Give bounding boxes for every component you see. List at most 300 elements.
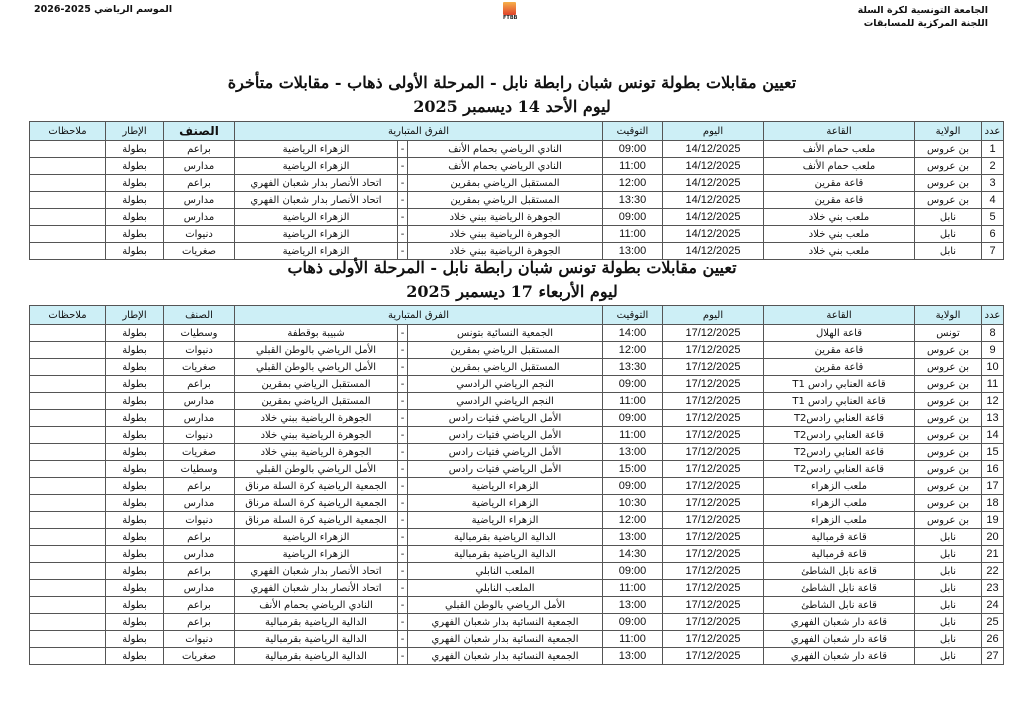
time-cell: 12:00 — [603, 512, 663, 529]
match-number: 20 — [982, 529, 1004, 546]
time-cell: 13:00 — [603, 648, 663, 665]
state-cell: بن عروس — [915, 427, 982, 444]
frame-cell: بطولة — [106, 580, 164, 597]
date-cell: 17/12/2025 — [663, 546, 764, 563]
date-cell: 14/12/2025 — [663, 192, 764, 209]
separator-cell: - — [398, 359, 408, 376]
home-team-cell: الجمعية النسائية بتونس — [408, 325, 603, 342]
col-hall: القاعة — [764, 306, 915, 325]
category-cell: مدارس — [164, 546, 235, 563]
away-team-cell: الجوهرة الرياضية ببني خلاد — [235, 410, 398, 427]
table-row — [30, 648, 1004, 665]
category-cell: براعم — [164, 563, 235, 580]
frame-cell: بطولة — [106, 243, 164, 260]
notes-cell — [30, 597, 106, 614]
table-row — [30, 444, 1004, 461]
home-team-cell: الدالية الرياضية بقرمبالية — [408, 529, 603, 546]
notes-cell — [30, 648, 106, 665]
category-cell: مدارس — [164, 393, 235, 410]
state-cell: بن عروس — [915, 192, 982, 209]
date-cell: 14/12/2025 — [663, 175, 764, 192]
match-number: 8 — [982, 325, 1004, 342]
notes-cell — [30, 141, 106, 158]
frame-cell: بطولة — [106, 158, 164, 175]
home-team-cell: الجمعية النسائية بدار شعبان الفهري — [408, 648, 603, 665]
separator-cell: - — [398, 192, 408, 209]
away-team-cell: النادي الرياضي بحمام الأنف — [235, 597, 398, 614]
match-number: 9 — [982, 342, 1004, 359]
separator-cell: - — [398, 461, 408, 478]
away-team-cell: الجوهرة الرياضية ببني خلاد — [235, 444, 398, 461]
time-cell: 11:00 — [603, 580, 663, 597]
time-cell: 14:00 — [603, 325, 663, 342]
separator-cell: - — [398, 243, 408, 260]
hall-cell: قاعة نابل الشاطئ — [764, 580, 915, 597]
time-cell: 12:00 — [603, 175, 663, 192]
hall-cell: قاعة مقرين — [764, 359, 915, 376]
match-number: 17 — [982, 478, 1004, 495]
section2-title: تعيين مقابلات بطولة تونس شبان رابطة نابل - المرحلة الأولى ذهاب — [287, 258, 737, 277]
committee-name: اللجنة المركزية للمسابقات — [863, 18, 988, 29]
col-notes: ملاحظات — [30, 306, 106, 325]
state-cell: بن عروس — [915, 444, 982, 461]
col-notes: ملاحظات — [30, 122, 106, 141]
date-cell: 17/12/2025 — [663, 631, 764, 648]
category-cell: وسطيات — [164, 461, 235, 478]
table-row — [30, 461, 1004, 478]
frame-cell: بطولة — [106, 444, 164, 461]
hall-cell: ملعب الزهراء — [764, 512, 915, 529]
table-row — [30, 342, 1004, 359]
category-cell: مدارس — [164, 158, 235, 175]
state-cell: بن عروس — [915, 376, 982, 393]
home-team-cell: المستقبل الرياضي بمقرين — [408, 359, 603, 376]
match-number: 26 — [982, 631, 1004, 648]
state-cell: نابل — [915, 614, 982, 631]
col-frame: الإطار — [106, 306, 164, 325]
away-team-cell: الأمل الرياضي بالوطن القبلي — [235, 461, 398, 478]
hall-cell: قاعة قرمبالية — [764, 529, 915, 546]
away-team-cell: المستقبل الرياضي بمقرين — [235, 376, 398, 393]
table-row — [30, 141, 1004, 158]
table-row — [30, 192, 1004, 209]
time-cell: 11:00 — [603, 427, 663, 444]
table-row — [30, 393, 1004, 410]
col-category: الصنف — [164, 306, 235, 325]
frame-cell: بطولة — [106, 478, 164, 495]
notes-cell — [30, 209, 106, 226]
frame-cell: بطولة — [106, 192, 164, 209]
table-header-row — [30, 122, 1004, 141]
time-cell: 13:00 — [603, 529, 663, 546]
category-cell: دنيوات — [164, 342, 235, 359]
notes-cell — [30, 512, 106, 529]
state-cell: نابل — [915, 563, 982, 580]
date-cell: 17/12/2025 — [663, 495, 764, 512]
separator-cell: - — [398, 478, 408, 495]
category-cell: مدارس — [164, 580, 235, 597]
separator-cell: - — [398, 444, 408, 461]
notes-cell — [30, 427, 106, 444]
hall-cell: ملعب حمام الأنف — [764, 158, 915, 175]
hall-cell: قاعة مقرين — [764, 192, 915, 209]
hall-cell: قاعة مقرين — [764, 175, 915, 192]
date-cell: 14/12/2025 — [663, 243, 764, 260]
notes-cell — [30, 631, 106, 648]
date-cell: 17/12/2025 — [663, 512, 764, 529]
notes-cell — [30, 325, 106, 342]
match-number: 5 — [982, 209, 1004, 226]
hall-cell: قاعة قرمبالية — [764, 546, 915, 563]
col-hall: القاعة — [764, 122, 915, 141]
notes-cell — [30, 175, 106, 192]
table-row — [30, 175, 1004, 192]
separator-cell: - — [398, 410, 408, 427]
frame-cell: بطولة — [106, 563, 164, 580]
category-cell: صغريات — [164, 648, 235, 665]
category-cell: براعم — [164, 175, 235, 192]
hall-cell: قاعة العنابي رادسT2 — [764, 410, 915, 427]
home-team-cell: الجمعية النسائية بدار شعبان الفهري — [408, 631, 603, 648]
away-team-cell: الزهراء الرياضية — [235, 529, 398, 546]
category-cell: صغريات — [164, 444, 235, 461]
col-teams: الفرق المتبارية — [235, 122, 603, 141]
frame-cell: بطولة — [106, 546, 164, 563]
separator-cell: - — [398, 546, 408, 563]
frame-cell: بطولة — [106, 226, 164, 243]
time-cell: 13:00 — [603, 444, 663, 461]
basketball-flame-icon — [503, 2, 516, 15]
away-team-cell: الأمل الرياضي بالوطن القبلي — [235, 359, 398, 376]
match-number: 27 — [982, 648, 1004, 665]
notes-cell — [30, 158, 106, 175]
table-row — [30, 325, 1004, 342]
match-number: 13 — [982, 410, 1004, 427]
match-number: 25 — [982, 614, 1004, 631]
frame-cell: بطولة — [106, 427, 164, 444]
col-state: الولاية — [915, 306, 982, 325]
notes-cell — [30, 376, 106, 393]
home-team-cell: الأمل الرياضي فتيات رادس — [408, 427, 603, 444]
state-cell: نابل — [915, 631, 982, 648]
away-team-cell: الجمعية الرياضية كرة السلة مرناق — [235, 495, 398, 512]
home-team-cell: النادي الرياضي بحمام الأنف — [408, 158, 603, 175]
notes-cell — [30, 478, 106, 495]
state-cell: نابل — [915, 546, 982, 563]
category-cell: براعم — [164, 141, 235, 158]
separator-cell: - — [398, 427, 408, 444]
notes-cell — [30, 226, 106, 243]
home-team-cell: الجوهرة الرياضية ببني خلاد — [408, 209, 603, 226]
section1-subtitle: ليوم الأحد 14 ديسمبر 2025 — [413, 97, 611, 116]
category-cell: براعم — [164, 376, 235, 393]
match-number: 19 — [982, 512, 1004, 529]
home-team-cell: الجوهرة الرياضية ببني خلاد — [408, 243, 603, 260]
match-number: 1 — [982, 141, 1004, 158]
state-cell: بن عروس — [915, 461, 982, 478]
separator-cell: - — [398, 614, 408, 631]
home-team-cell: النجم الرياضي الرادسي — [408, 376, 603, 393]
season-label: الموسم الرياضي 2025-2026 — [34, 4, 173, 15]
table-row — [30, 427, 1004, 444]
away-team-cell: الزهراء الرياضية — [235, 158, 398, 175]
schedule-table-1 — [29, 121, 1004, 260]
separator-cell: - — [398, 495, 408, 512]
time-cell: 13:30 — [603, 359, 663, 376]
table-row — [30, 410, 1004, 427]
date-cell: 14/12/2025 — [663, 158, 764, 175]
category-cell: صغريات — [164, 243, 235, 260]
table-row — [30, 546, 1004, 563]
home-team-cell: الجمعية النسائية بدار شعبان الفهري — [408, 614, 603, 631]
category-cell: مدارس — [164, 495, 235, 512]
separator-cell: - — [398, 631, 408, 648]
notes-cell — [30, 243, 106, 260]
table-row — [30, 226, 1004, 243]
date-cell: 17/12/2025 — [663, 342, 764, 359]
schedule-table-2 — [29, 305, 1004, 665]
separator-cell: - — [398, 158, 408, 175]
state-cell: بن عروس — [915, 393, 982, 410]
category-cell: دنيوات — [164, 631, 235, 648]
frame-cell: بطولة — [106, 461, 164, 478]
table-row — [30, 631, 1004, 648]
match-number: 12 — [982, 393, 1004, 410]
time-cell: 14:30 — [603, 546, 663, 563]
away-team-cell: اتحاد الأنصار بدار شعبان الفهري — [235, 563, 398, 580]
home-team-cell: الملعب النابلي — [408, 563, 603, 580]
separator-cell: - — [398, 376, 408, 393]
col-state: الولاية — [915, 122, 982, 141]
away-team-cell: الجمعية الرياضية كرة السلة مرناق — [235, 478, 398, 495]
home-team-cell: الأمل الرياضي فتيات رادس — [408, 444, 603, 461]
time-cell: 09:00 — [603, 141, 663, 158]
logo-text: FTBB — [503, 15, 518, 21]
away-team-cell: الجمعية الرياضية كرة السلة مرناق — [235, 512, 398, 529]
home-team-cell: الزهراء الرياضية — [408, 478, 603, 495]
state-cell: نابل — [915, 580, 982, 597]
away-team-cell: الزهراء الرياضية — [235, 209, 398, 226]
away-team-cell: الدالية الرياضية بقرمبالية — [235, 631, 398, 648]
notes-cell — [30, 192, 106, 209]
col-day: اليوم — [663, 306, 764, 325]
away-team-cell: اتحاد الأنصار بدار شعبان الفهري — [235, 192, 398, 209]
home-team-cell: النادي الرياضي بحمام الأنف — [408, 141, 603, 158]
away-team-cell: اتحاد الأنصار بدار شعبان الفهري — [235, 175, 398, 192]
away-team-cell: الزهراء الرياضية — [235, 141, 398, 158]
date-cell: 17/12/2025 — [663, 444, 764, 461]
category-cell: مدارس — [164, 209, 235, 226]
frame-cell: بطولة — [106, 495, 164, 512]
state-cell: نابل — [915, 529, 982, 546]
away-team-cell: الدالية الرياضية بقرمبالية — [235, 648, 398, 665]
frame-cell: بطولة — [106, 325, 164, 342]
match-number: 10 — [982, 359, 1004, 376]
frame-cell: بطولة — [106, 175, 164, 192]
separator-cell: - — [398, 325, 408, 342]
category-cell: وسطيات — [164, 325, 235, 342]
state-cell: نابل — [915, 209, 982, 226]
state-cell: تونس — [915, 325, 982, 342]
home-team-cell: الجوهرة الرياضية ببني خلاد — [408, 226, 603, 243]
frame-cell: بطولة — [106, 376, 164, 393]
hall-cell: قاعة العنابي رادسT2 — [764, 427, 915, 444]
time-cell: 09:00 — [603, 410, 663, 427]
home-team-cell: الملعب النابلي — [408, 580, 603, 597]
frame-cell: بطولة — [106, 631, 164, 648]
category-cell: مدارس — [164, 410, 235, 427]
table-row — [30, 478, 1004, 495]
hall-cell: قاعة العنابي رادسT2 — [764, 444, 915, 461]
separator-cell: - — [398, 580, 408, 597]
table-row — [30, 209, 1004, 226]
away-team-cell: اتحاد الأنصار بدار شعبان الفهري — [235, 580, 398, 597]
hall-cell: قاعة الهلال — [764, 325, 915, 342]
hall-cell: قاعة العنابي رادسT2 — [764, 461, 915, 478]
date-cell: 17/12/2025 — [663, 529, 764, 546]
match-number: 2 — [982, 158, 1004, 175]
col-time: التوقيت — [603, 306, 663, 325]
category-cell: براعم — [164, 478, 235, 495]
notes-cell — [30, 393, 106, 410]
date-cell: 17/12/2025 — [663, 359, 764, 376]
state-cell: بن عروس — [915, 359, 982, 376]
time-cell: 10:30 — [603, 495, 663, 512]
time-cell: 11:00 — [603, 631, 663, 648]
home-team-cell: الزهراء الرياضية — [408, 512, 603, 529]
time-cell: 09:00 — [603, 209, 663, 226]
home-team-cell: الأمل الرياضي فتيات رادس — [408, 461, 603, 478]
state-cell: نابل — [915, 226, 982, 243]
match-number: 21 — [982, 546, 1004, 563]
away-team-cell: الزهراء الرياضية — [235, 243, 398, 260]
hall-cell: ملعب بني خلاد — [764, 243, 915, 260]
state-cell: بن عروس — [915, 175, 982, 192]
notes-cell — [30, 546, 106, 563]
date-cell: 17/12/2025 — [663, 597, 764, 614]
notes-cell — [30, 410, 106, 427]
frame-cell: بطولة — [106, 512, 164, 529]
home-team-cell: المستقبل الرياضي بمقرين — [408, 192, 603, 209]
date-cell: 17/12/2025 — [663, 478, 764, 495]
notes-cell — [30, 342, 106, 359]
date-cell: 17/12/2025 — [663, 325, 764, 342]
date-cell: 17/12/2025 — [663, 410, 764, 427]
notes-cell — [30, 461, 106, 478]
date-cell: 14/12/2025 — [663, 209, 764, 226]
home-team-cell: الزهراء الرياضية — [408, 495, 603, 512]
section1-title: تعيين مقابلات بطولة تونس شبان رابطة نابل - المرحلة الأولى ذهاب - مقابلات متأخرة — [227, 73, 797, 92]
category-cell: براعم — [164, 614, 235, 631]
notes-cell — [30, 529, 106, 546]
table-header-row — [30, 306, 1004, 325]
frame-cell: بطولة — [106, 393, 164, 410]
match-number: 23 — [982, 580, 1004, 597]
notes-cell — [30, 580, 106, 597]
state-cell: بن عروس — [915, 141, 982, 158]
table-row — [30, 580, 1004, 597]
hall-cell: قاعة دار شعبان الفهري — [764, 614, 915, 631]
hall-cell: قاعة العنابي رادس T1 — [764, 393, 915, 410]
hall-cell: قاعة العنابي رادس T1 — [764, 376, 915, 393]
time-cell: 11:00 — [603, 226, 663, 243]
match-number: 4 — [982, 192, 1004, 209]
separator-cell: - — [398, 393, 408, 410]
col-category: الصنف — [164, 122, 235, 141]
table-row — [30, 597, 1004, 614]
col-time: التوقيت — [603, 122, 663, 141]
match-number: 18 — [982, 495, 1004, 512]
frame-cell: بطولة — [106, 648, 164, 665]
frame-cell: بطولة — [106, 529, 164, 546]
frame-cell: بطولة — [106, 342, 164, 359]
state-cell: بن عروس — [915, 512, 982, 529]
notes-cell — [30, 444, 106, 461]
org-name: الجامعة التونسية لكرة السلة — [857, 5, 988, 16]
away-team-cell: الدالية الرياضية بقرمبالية — [235, 614, 398, 631]
time-cell: 11:00 — [603, 393, 663, 410]
separator-cell: - — [398, 597, 408, 614]
home-team-cell: المستقبل الرياضي بمقرين — [408, 342, 603, 359]
separator-cell: - — [398, 648, 408, 665]
away-team-cell: شبيبة بوقطفة — [235, 325, 398, 342]
home-team-cell: الأمل الرياضي فتيات رادس — [408, 410, 603, 427]
hall-cell: ملعب الزهراء — [764, 495, 915, 512]
time-cell: 09:00 — [603, 563, 663, 580]
date-cell: 17/12/2025 — [663, 563, 764, 580]
col-teams: الفرق المتبارية — [235, 306, 603, 325]
notes-cell — [30, 614, 106, 631]
table-row — [30, 563, 1004, 580]
state-cell: بن عروس — [915, 495, 982, 512]
date-cell: 17/12/2025 — [663, 614, 764, 631]
time-cell: 15:00 — [603, 461, 663, 478]
frame-cell: بطولة — [106, 359, 164, 376]
time-cell: 13:00 — [603, 597, 663, 614]
match-number: 11 — [982, 376, 1004, 393]
state-cell: نابل — [915, 243, 982, 260]
table-row — [30, 359, 1004, 376]
home-team-cell: الأمل الرياضي بالوطن القبلي — [408, 597, 603, 614]
frame-cell: بطولة — [106, 410, 164, 427]
time-cell: 09:00 — [603, 376, 663, 393]
category-cell: دنيوات — [164, 427, 235, 444]
time-cell: 12:00 — [603, 342, 663, 359]
home-team-cell: المستقبل الرياضي بمقرين — [408, 175, 603, 192]
col-day: اليوم — [663, 122, 764, 141]
home-team-cell: النجم الرياضي الرادسي — [408, 393, 603, 410]
match-number: 22 — [982, 563, 1004, 580]
notes-cell — [30, 359, 106, 376]
frame-cell: بطولة — [106, 597, 164, 614]
match-number: 15 — [982, 444, 1004, 461]
hall-cell: قاعة نابل الشاطئ — [764, 597, 915, 614]
time-cell: 13:00 — [603, 243, 663, 260]
state-cell: بن عروس — [915, 478, 982, 495]
time-cell: 11:00 — [603, 158, 663, 175]
state-cell: بن عروس — [915, 410, 982, 427]
separator-cell: - — [398, 563, 408, 580]
ftbb-logo — [503, 2, 516, 24]
hall-cell: ملعب حمام الأنف — [764, 141, 915, 158]
state-cell: بن عروس — [915, 342, 982, 359]
table-row — [30, 376, 1004, 393]
table-row — [30, 158, 1004, 175]
date-cell: 17/12/2025 — [663, 427, 764, 444]
date-cell: 17/12/2025 — [663, 461, 764, 478]
frame-cell: بطولة — [106, 614, 164, 631]
date-cell: 14/12/2025 — [663, 226, 764, 243]
